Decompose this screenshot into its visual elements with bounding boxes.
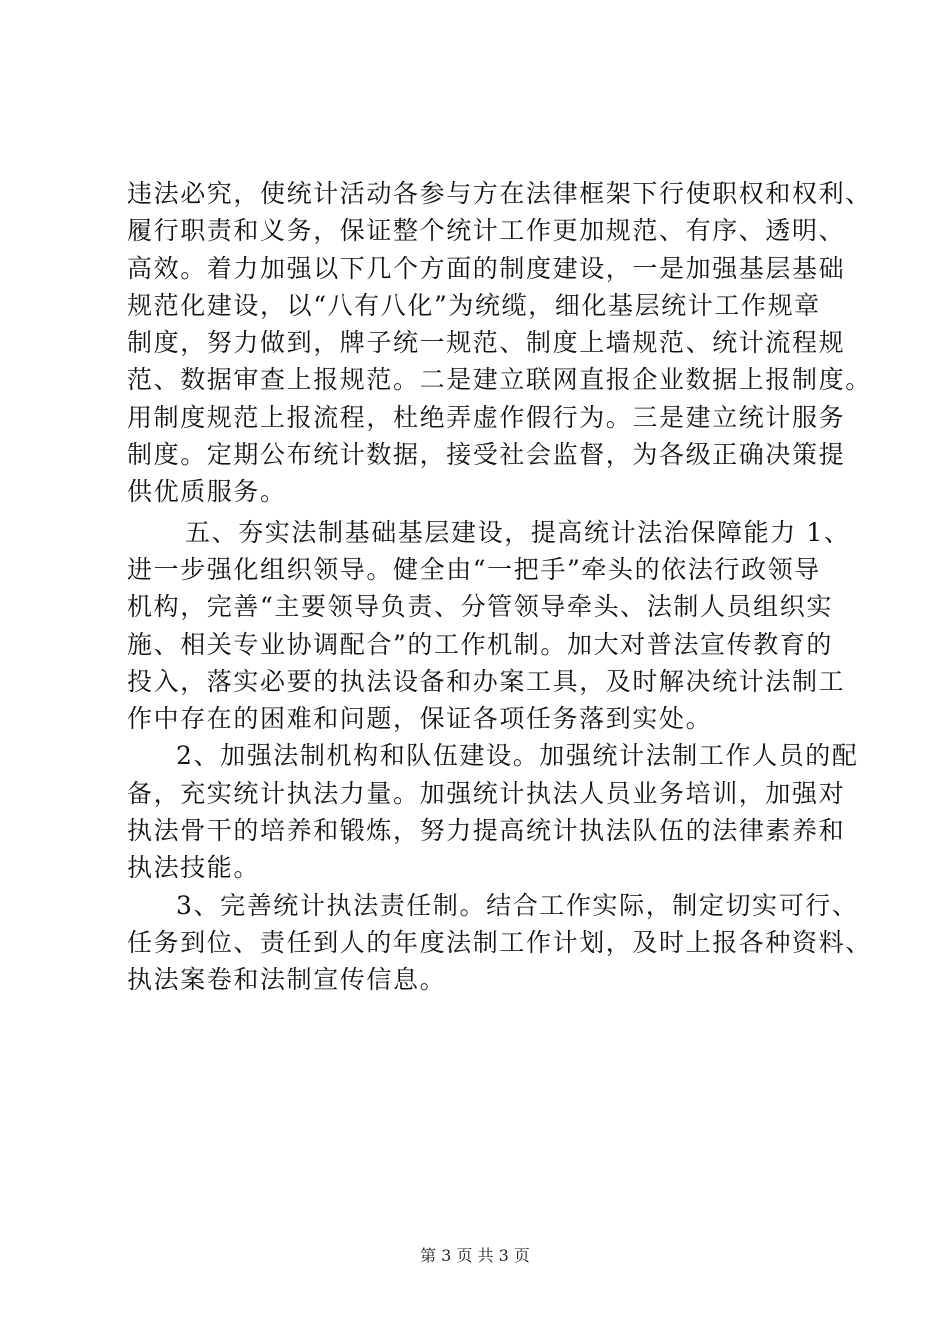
text-line: 规范化建设，以“八有八化”为统缆，细化基层统计工作规章 [127, 290, 821, 320]
text-line: 备，充实统计执法力量。加强统计执法人员业务培训，加强对 [127, 778, 846, 808]
paragraph-2 [127, 514, 867, 738]
page-number-label: 第 3 页 共 3 页 [420, 1246, 530, 1265]
text-line: 作中存在的困难和问题，保证各项任务落到实处。 [127, 704, 713, 734]
text-line: 高效。着力加强以下几个方面的制度建设，一是加强基层基础 [127, 253, 846, 283]
text-line: 执法案卷和法制宣传信息。 [127, 965, 447, 995]
text-line: 违法必究，使统计活动各参与方在法律框架下行使职权和权利、 [127, 179, 872, 208]
paragraph-3 [127, 737, 867, 886]
text-line: 用制度规范上报流程，杜绝弄虚作假行为。三是建立统计服务 [127, 402, 846, 432]
text-line: 范、数据审查上报规范。二是建立联网直报企业数据上报制度。 [127, 365, 872, 395]
text-line: 执法骨干的培养和锻炼，努力提高统计执法队伍的法律素养和 [127, 816, 846, 846]
paragraph-4 [127, 887, 872, 999]
text-line: 执法技能。 [127, 853, 261, 883]
text-line: 五、夯实法制基础基层建设，提高统计法治保障能力 1、 [185, 517, 851, 547]
text-line: 任务到位、责任到人的年度法制工作计划，及时上报各种资料、 [127, 927, 872, 957]
text-line: 机构，完善“主要领导负责、分管领导牵头、法制人员组织实 [127, 592, 833, 622]
document-body [127, 175, 872, 999]
text-line: 进一步强化组织领导。健全由“一把手”牵头的依法行政领导 [127, 554, 821, 584]
text-line: 制度，努力做到，牌子统一规范、制度上墙规范、统计流程规 [127, 328, 846, 358]
text-line: 制度。定期公布统计数据，接受社会监督，为各级正确决策提 [127, 440, 846, 470]
page-footer [0, 1243, 950, 1266]
text-line: 2、加强法制机构和队伍建设。加强统计法制工作人员的配 [176, 741, 859, 771]
text-line: 施、相关专业协调配合”的工作机制。加大对普法宣传教育的 [127, 629, 833, 659]
text-line: 3、完善统计执法责任制。结合工作实际，制定切实可行、 [176, 890, 859, 920]
text-line: 履行职责和义务，保证整个统计工作更加规范、有序、透明、 [127, 216, 846, 246]
text-line: 投入，落实必要的执法设备和办案工具，及时解决统计法制工 [127, 666, 846, 696]
paragraph-1 [127, 175, 872, 511]
text-line: 供优质服务。 [127, 477, 287, 507]
